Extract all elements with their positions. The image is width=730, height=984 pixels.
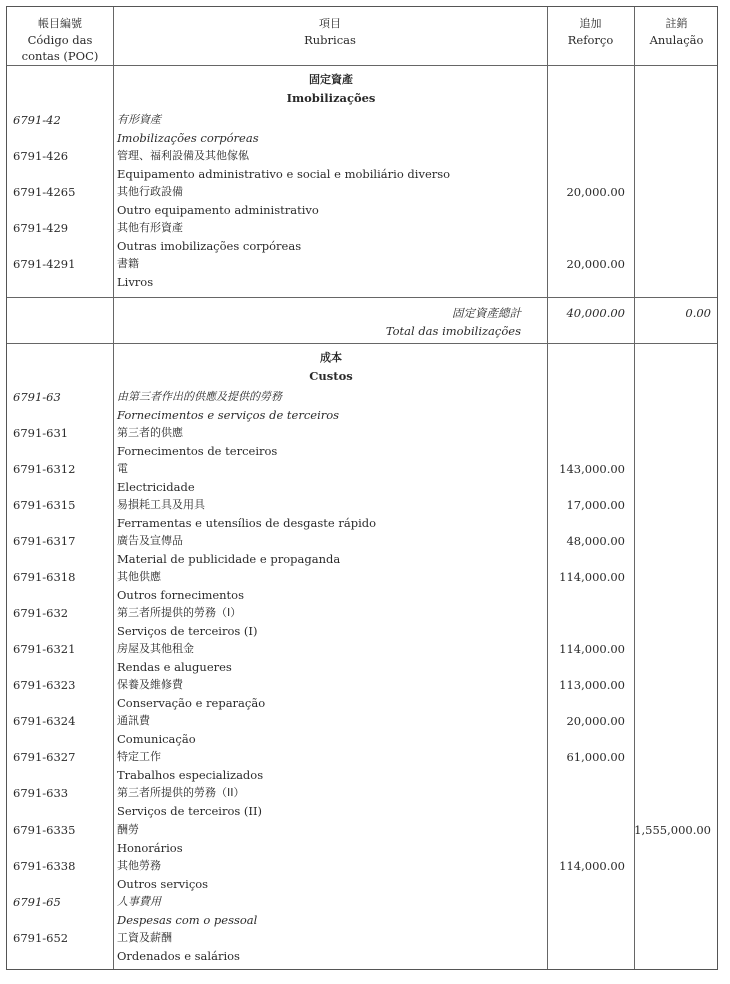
table-row [7, 219, 717, 237]
table-row [7, 947, 717, 965]
account-code: 6791-6315 [13, 498, 76, 512]
item-zh: 工資及薪酬 [117, 931, 172, 944]
header-ann [634, 16, 719, 48]
table-row [7, 460, 717, 478]
account-code: 6791-426 [13, 149, 69, 163]
header-add [547, 16, 634, 48]
item-pt: Fornecimentos e serviços de terceiros [117, 408, 340, 422]
account-code: 6791-6318 [13, 570, 76, 584]
item-pt: Fornecimentos de terceiros [117, 444, 278, 458]
account-code: 6791-6312 [13, 462, 76, 476]
table-row [7, 857, 717, 875]
item-pt: Serviços de terceiros (II) [117, 804, 262, 818]
item-zh: 由第三者作出的供應及提供的勞務 [117, 390, 282, 403]
section-title-zh: 固定資產 [309, 73, 353, 86]
amount-add: 143,000.00 [559, 462, 625, 476]
table-row [7, 237, 717, 255]
item-zh: 第三者的供應 [117, 426, 183, 439]
header-item-pt: Rubricas [304, 33, 356, 47]
table-row [7, 821, 717, 839]
item-zh: 電 [117, 462, 128, 475]
table-row [7, 730, 717, 748]
header-code [7, 16, 113, 64]
account-code: 6791-429 [13, 221, 69, 235]
account-code: 6791-63 [13, 390, 61, 404]
header-divider [7, 65, 717, 66]
item-zh: 酬勞 [117, 823, 139, 836]
header-item-zh: 項目 [319, 17, 341, 30]
item-zh: 房屋及其他租金 [117, 642, 194, 655]
account-code: 6791-6321 [13, 642, 76, 656]
table-row [7, 676, 717, 694]
header-ann-zh: 註銷 [665, 17, 688, 30]
account-code: 6791-65 [13, 895, 61, 909]
account-code: 6791-6317 [13, 534, 76, 548]
item-zh: 書籍 [117, 257, 139, 270]
table-row [7, 911, 717, 929]
item-pt: Outro equipamento administrativo [117, 203, 319, 217]
amount-add: 20,000.00 [566, 714, 625, 728]
item-pt: Imobilizações corpóreas [117, 131, 259, 145]
item-zh: 其他有形資產 [117, 221, 183, 234]
item-pt: Trabalhos especializados [117, 768, 264, 782]
item-pt: Outros fornecimentos [117, 588, 245, 602]
table-row [7, 111, 717, 129]
item-pt: Ordenados e salários [117, 949, 240, 963]
item-pt: Outros serviços [117, 877, 209, 891]
account-code: 6791-6327 [13, 750, 76, 764]
table-row [7, 784, 717, 802]
section-title-zh: 成本 [320, 351, 342, 364]
table-row [7, 748, 717, 766]
item-pt: Electricidade [117, 480, 195, 494]
item-zh: 其他行政設備 [117, 185, 183, 198]
table-row [7, 273, 717, 291]
item-zh: 易損耗工具及用具 [117, 498, 205, 511]
amount-add: 17,000.00 [566, 498, 625, 512]
item-zh: 第三者所提供的勞務（I） [117, 606, 242, 619]
account-code: 6791-6324 [13, 714, 76, 728]
table-row [7, 550, 717, 568]
header-add-pt: Reforço [567, 33, 614, 47]
header-code-pt-2: contas (POC) [21, 49, 99, 63]
item-pt: Rendas e alugueres [117, 660, 232, 674]
section-title-pt: Imobilizações [286, 91, 376, 105]
table-row [7, 568, 717, 586]
table-row [7, 388, 717, 406]
amount-add: 113,000.00 [559, 678, 625, 692]
table-row [7, 586, 717, 604]
amount-add: 48,000.00 [566, 534, 625, 548]
budget-table [6, 6, 718, 970]
table-row [7, 658, 717, 676]
total-label-zh: 固定資產總計 [452, 306, 521, 320]
table-row [7, 496, 717, 514]
account-code: 6791-6338 [13, 859, 76, 873]
item-zh: 管理、福利設備及其他傢俬 [117, 149, 249, 162]
total-row [7, 322, 717, 340]
item-zh: 有形資產 [117, 113, 161, 126]
table-row [7, 478, 717, 496]
item-zh: 人事費用 [117, 895, 161, 908]
header-code-pt-1: Código das [27, 33, 93, 47]
amount-ann: 1,555,000.00 [634, 823, 711, 837]
table-row [7, 839, 717, 857]
header-ann-pt: Anulação [649, 33, 704, 47]
item-zh: 保養及維修費 [117, 678, 183, 691]
amount-add: 114,000.00 [559, 642, 625, 656]
account-code: 6791-4265 [13, 185, 76, 199]
total-ann: 0.00 [685, 306, 711, 320]
item-pt: Ferramentas e utensílios de desgaste rápido [117, 516, 377, 530]
item-zh: 廣告及宣傳品 [117, 534, 183, 547]
account-code: 6791-42 [13, 113, 61, 127]
account-code: 6791-4291 [13, 257, 76, 271]
table-row [7, 183, 717, 201]
account-code: 6791-6323 [13, 678, 76, 692]
account-code: 6791-631 [13, 426, 69, 440]
table-row [7, 694, 717, 712]
item-pt: Livros [117, 275, 154, 289]
table-row [7, 875, 717, 893]
account-code: 6791-633 [13, 786, 69, 800]
table-row [7, 802, 717, 820]
total-divider [7, 297, 717, 298]
table-row [7, 147, 717, 165]
table-row [7, 406, 717, 424]
item-pt: Conservação e reparação [117, 696, 266, 710]
item-pt: Equipamento administrativo e social e mobiliário diverso [117, 167, 451, 181]
table-row [7, 532, 717, 550]
item-zh: 第三者所提供的勞務（II） [117, 786, 245, 799]
item-pt: Outras imobilizações corpóreas [117, 239, 302, 253]
header-add-zh: 追加 [579, 17, 602, 30]
total-row [7, 304, 717, 322]
amount-add: 114,000.00 [559, 859, 625, 873]
table-row [7, 424, 717, 442]
account-code: 6791-652 [13, 931, 69, 945]
total-label-pt: Total das imobilizações [385, 324, 521, 338]
table-row [7, 604, 717, 622]
account-code: 6791-632 [13, 606, 69, 620]
item-zh: 其他勞務 [117, 859, 161, 872]
item-zh: 通訊費 [117, 714, 150, 727]
item-pt: Serviços de terceiros (I) [117, 624, 258, 638]
table-row [7, 165, 717, 183]
item-pt: Comunicação [117, 732, 196, 746]
table-row [7, 712, 717, 730]
item-zh: 其他供應 [117, 570, 161, 583]
table-row [7, 640, 717, 658]
table-row [7, 442, 717, 460]
table-row [7, 129, 717, 147]
item-pt: Material de publicidade e propaganda [117, 552, 341, 566]
header-code-zh: 帳目編號 [38, 17, 82, 30]
total-add: 40,000.00 [566, 306, 625, 320]
table-row [7, 514, 717, 532]
table-row [7, 929, 717, 947]
header-item [113, 16, 547, 48]
table-row [7, 622, 717, 640]
amount-add: 114,000.00 [559, 570, 625, 584]
account-code: 6791-6335 [13, 823, 76, 837]
table-row [7, 893, 717, 911]
amount-add: 20,000.00 [566, 185, 625, 199]
table-row [7, 255, 717, 273]
section-title-pt: Custos [309, 369, 353, 383]
item-pt: Honorários [117, 841, 183, 855]
item-pt: Despesas com o pessoal [117, 913, 258, 927]
amount-add: 61,000.00 [566, 750, 625, 764]
table-row [7, 766, 717, 784]
table-row [7, 201, 717, 219]
section-divider [7, 343, 717, 344]
item-zh: 特定工作 [117, 750, 161, 763]
amount-add: 20,000.00 [566, 257, 625, 271]
